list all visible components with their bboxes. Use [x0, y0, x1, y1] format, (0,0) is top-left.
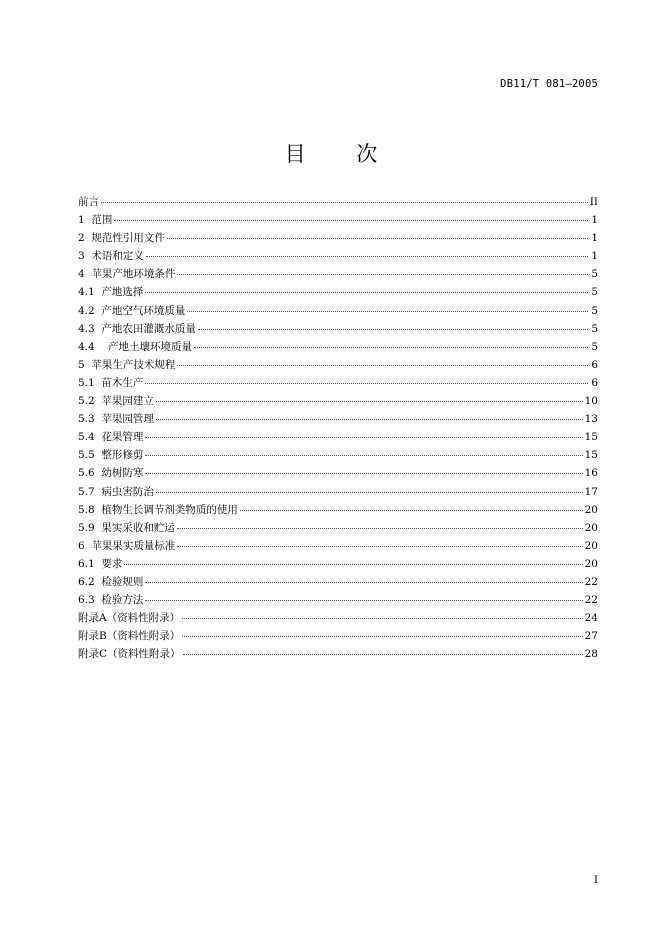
dot-leader — [194, 346, 588, 348]
dot-leader — [145, 436, 582, 438]
toc-entry[interactable] — [78, 338, 598, 356]
toc-entry-page: 22 — [584, 575, 598, 588]
toc-entry-label: 6 苹果果实质量标准 — [78, 539, 176, 552]
toc-entry-page: 5 — [591, 304, 598, 317]
toc-entry-page: 5 — [591, 268, 598, 281]
toc-entry-label: 4.2 产地空气环境质量 — [78, 304, 186, 317]
dot-leader — [145, 472, 582, 474]
toc-entry-label: 5.7 病虫害防治 — [78, 485, 154, 498]
toc-entry-label: 5.3 苹果园管理 — [78, 413, 154, 426]
toc-entry[interactable] — [78, 356, 598, 374]
toc-entry-page: 15 — [584, 431, 598, 444]
toc-entry[interactable] — [78, 392, 598, 410]
table-of-contents — [78, 193, 598, 663]
toc-entry-label: 4.4 产地土壤环境质量 — [78, 340, 193, 353]
toc-entry-label: 5.4 花果管理 — [78, 431, 144, 444]
toc-entry[interactable] — [78, 428, 598, 446]
toc-entry[interactable] — [78, 501, 598, 519]
toc-entry[interactable] — [78, 645, 598, 663]
toc-entry-label: 附录C（资料性附录） — [78, 648, 181, 661]
dot-leader — [187, 310, 588, 312]
toc-entry-page: 10 — [584, 395, 598, 408]
dot-leader — [145, 291, 588, 293]
dot-leader — [177, 527, 583, 529]
toc-entry-label: 6.1 要求 — [78, 557, 123, 570]
toc-entry-label: 3 术语和定义 — [78, 250, 144, 263]
dot-leader — [182, 617, 583, 619]
page-number: I — [593, 874, 598, 886]
toc-entry-page: 20 — [584, 539, 598, 552]
toc-entry[interactable] — [78, 410, 598, 428]
toc-entry[interactable] — [78, 464, 598, 482]
toc-entry-page: 24 — [584, 612, 598, 625]
toc-entry-label: 前言 — [78, 196, 99, 208]
toc-entry-page: 1 — [591, 214, 598, 227]
toc-entry[interactable] — [78, 483, 598, 501]
dot-leader — [183, 653, 583, 655]
dot-leader — [145, 599, 582, 601]
toc-entry-label: 5.5 整形修剪 — [78, 449, 144, 462]
toc-entry-page: 22 — [584, 594, 598, 607]
toc-entry-label: 6.2 检验规则 — [78, 575, 144, 588]
toc-entry-label: 附录A（资料性附录） — [78, 612, 181, 625]
document-code: DB11/T 081—2005 — [500, 78, 598, 90]
dot-leader — [156, 491, 583, 493]
toc-entry[interactable] — [78, 519, 598, 537]
toc-entry-page: 1 — [591, 250, 598, 263]
toc-entry-label: 5.1 苗木生产 — [78, 376, 144, 389]
dot-leader — [114, 219, 588, 221]
toc-entry-label: 5 苹果生产技术规程 — [78, 358, 176, 371]
toc-entry-label: 附录B（资料性附录） — [78, 630, 181, 643]
toc-entry-page: 1 — [591, 232, 598, 245]
toc-entry-page: 15 — [584, 449, 598, 462]
toc-entry[interactable] — [78, 211, 598, 229]
toc-entry-page: 6 — [591, 358, 598, 371]
toc-entry[interactable] — [78, 374, 598, 392]
dot-leader — [156, 418, 583, 420]
toc-entry[interactable] — [78, 627, 598, 645]
dot-leader — [177, 273, 588, 275]
toc-entry[interactable] — [78, 537, 598, 555]
toc-entry[interactable] — [78, 591, 598, 609]
toc-entry-page: 6 — [591, 376, 598, 389]
dot-leader — [101, 201, 588, 203]
dot-leader — [145, 382, 588, 384]
toc-entry[interactable] — [78, 193, 598, 211]
toc-entry[interactable] — [78, 320, 598, 338]
toc-entry-page: 5 — [591, 340, 598, 353]
toc-entry-page: 20 — [584, 557, 598, 570]
dot-leader — [156, 400, 583, 402]
toc-entry[interactable] — [78, 446, 598, 464]
toc-entry-label: 4.3 产地农田灌溉水质量 — [78, 322, 196, 335]
toc-entry[interactable] — [78, 265, 598, 283]
dot-leader — [124, 563, 582, 565]
dot-leader — [177, 364, 588, 366]
toc-entry[interactable] — [78, 302, 598, 320]
toc-entry-page: 5 — [591, 286, 598, 299]
toc-entry-page: 27 — [584, 630, 598, 643]
dot-leader — [145, 454, 582, 456]
toc-entry[interactable] — [78, 609, 598, 627]
toc-entry-label: 6.3 检验方法 — [78, 594, 144, 607]
dot-leader — [177, 545, 582, 547]
dot-leader — [240, 509, 583, 511]
page-title: 目 次 — [284, 142, 400, 166]
toc-entry-page: 28 — [584, 648, 598, 661]
toc-entry-page: 17 — [584, 485, 598, 498]
toc-entry-label: 5.8 植物生长调节剂类物质的使用 — [78, 503, 238, 516]
toc-entry[interactable] — [78, 283, 598, 301]
toc-entry-page: II — [589, 196, 598, 208]
dot-leader — [145, 581, 582, 583]
dot-leader — [198, 328, 588, 330]
toc-entry[interactable] — [78, 555, 598, 573]
toc-entry-label: 5.9 果实采收和贮运 — [78, 521, 175, 534]
toc-entry[interactable] — [78, 573, 598, 591]
toc-entry-label: 4.1 产地选择 — [78, 286, 144, 299]
toc-entry-page: 20 — [584, 503, 598, 516]
toc-entry-page: 13 — [584, 413, 598, 426]
toc-entry-label: 5.6 幼树防寒 — [78, 467, 144, 480]
toc-entry-label: 2 规范性引用文件 — [78, 232, 165, 245]
toc-entry-page: 20 — [584, 521, 598, 534]
dot-leader — [146, 255, 588, 257]
toc-entry-page: 5 — [591, 322, 598, 335]
dot-leader — [167, 237, 588, 239]
toc-entry-page: 16 — [584, 467, 598, 480]
toc-entry[interactable] — [78, 229, 598, 247]
dot-leader — [182, 635, 582, 637]
toc-entry-label: 5.2 苹果园建立 — [78, 395, 154, 408]
toc-entry[interactable] — [78, 247, 598, 265]
toc-entry-label: 4 苹果产地环境条件 — [78, 268, 176, 281]
toc-entry-label: 1 范围 — [78, 214, 113, 227]
